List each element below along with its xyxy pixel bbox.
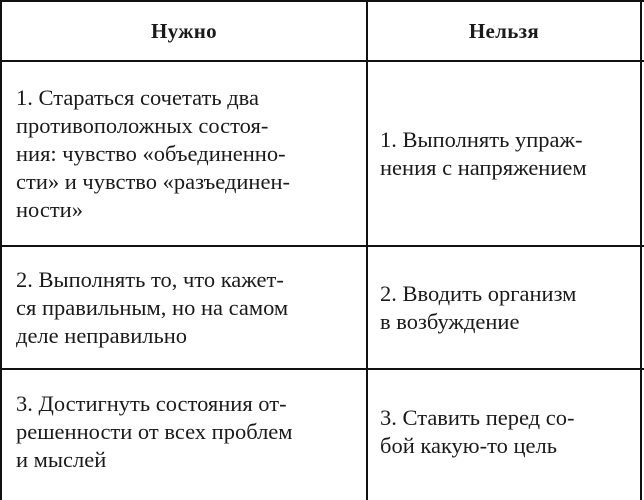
text-line: противоположных состоя-	[16, 112, 269, 138]
header-do: Нужно	[151, 18, 217, 43]
table-row-3-do	[2, 370, 366, 494]
text-line: 3. Достигнуть состояния от-	[16, 391, 287, 416]
text-line: 1. Выполнять упраж-	[380, 126, 583, 152]
text-line: нения с напряжением	[380, 154, 587, 180]
text-line: ния: чувство «объединенно-	[16, 140, 286, 166]
table-row-3-dont	[368, 370, 640, 494]
text-line: и мыслей	[16, 447, 107, 472]
table-row-1-dont	[368, 62, 640, 245]
text-line: ся правильным, но на самом	[16, 294, 289, 320]
text-line: 2. Вводить организм	[380, 280, 577, 306]
text-line: 2. Выполнять то, что кажет-	[16, 266, 284, 292]
table-row-1-do	[2, 62, 366, 245]
text-line: деле неправильно	[16, 322, 188, 348]
text-line: 1. Стараться сочетать два	[16, 84, 259, 110]
table-row-2-do	[2, 247, 366, 368]
text-line: в возбуждение	[380, 308, 520, 334]
text-line: сти» и чувство «разъединен-	[16, 168, 290, 194]
header-dont: Нельзя	[468, 18, 540, 43]
text-line: бой какую-то цель	[380, 433, 558, 458]
table-border-right	[640, 0, 642, 500]
text-line: ности»	[16, 196, 83, 222]
text-line: 3. Ставить перед со-	[380, 405, 575, 430]
text-line: решенности от всех проблем	[16, 419, 293, 444]
table-row-2-dont	[368, 247, 640, 368]
